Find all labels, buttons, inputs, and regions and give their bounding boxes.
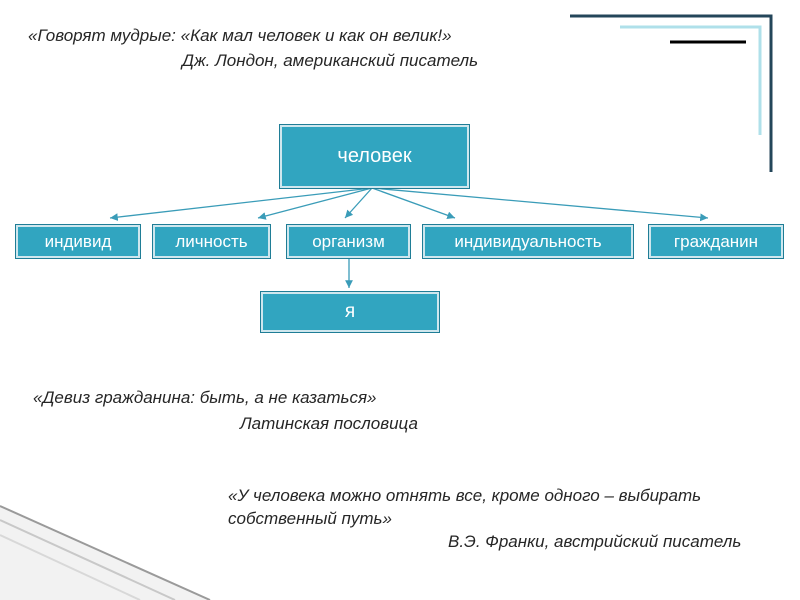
quote-middle-author: Латинская пословица: [240, 414, 418, 433]
node-ya: [261, 292, 439, 332]
node-label: гражданин: [673, 231, 759, 251]
corner-stripes: [0, 505, 210, 600]
node-individ: [16, 225, 140, 258]
node-grazhdanin: [649, 225, 783, 258]
arrow-to-organizm: [345, 188, 372, 218]
arrow-to-lichnost: [258, 188, 372, 218]
node-label: личность: [175, 231, 248, 251]
node-label: организм: [312, 231, 385, 251]
node-label: индивидуальность: [454, 231, 602, 251]
node-lichnost: [153, 225, 270, 258]
node-chelovek-label: человек: [337, 145, 412, 167]
quote-bottom-author: В.Э. Франки, австрийский писатель: [448, 532, 742, 551]
arrow-to-grazhdanin: [372, 188, 708, 218]
quote-bottom-line1: «У человека можно отнять все, кроме одного – выбирать: [228, 486, 702, 505]
quote-middle-text: «Девиз гражданина: быть, а не казаться»: [33, 388, 377, 407]
quote-bottom-line2: собственный путь»: [228, 509, 392, 528]
arrow-to-individ: [110, 188, 372, 218]
node-chelovek: [280, 125, 469, 188]
frame-dark-line: [570, 16, 771, 172]
node-ya-label: я: [344, 301, 356, 322]
node-individualnost: [423, 225, 633, 258]
quote-top-text: «Говорят мудрые: «Как мал человек и как он велик!»: [28, 26, 452, 45]
arrow-to-individualnost: [372, 188, 455, 218]
node-label: индивид: [44, 231, 112, 251]
quote-top-author: Дж. Лондон, американский писатель: [182, 51, 479, 70]
node-organizm: [287, 225, 410, 258]
